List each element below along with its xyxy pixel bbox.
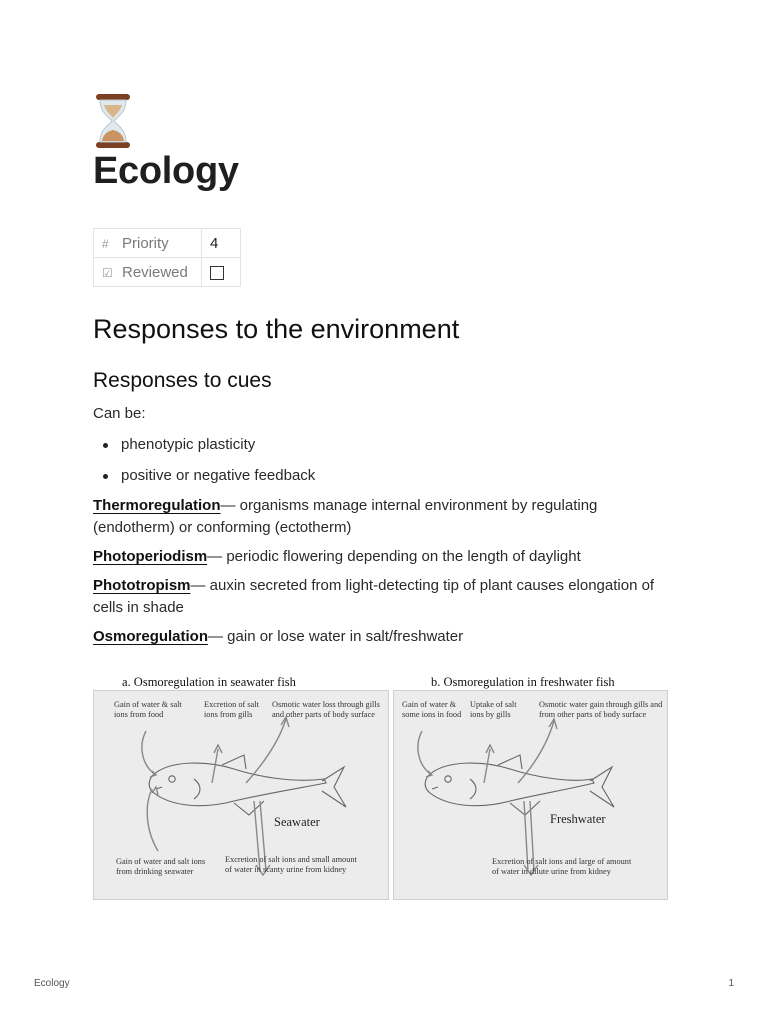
reviewed-checkbox[interactable] (210, 266, 224, 280)
annotation: Osmotic water loss through gills and other parts of body surface (272, 700, 380, 719)
annotation: Excretion of salt ions and large of amount of water in dilute urine from kidney (492, 857, 632, 876)
intro-text: Can be: (93, 405, 146, 422)
checkbox-property-icon: ☑ (102, 265, 113, 280)
definition-phototropism: Phototropism— auxin secreted from light-detecting tip of plant causes elongation of cells in shade (93, 577, 655, 616)
properties-table (93, 228, 241, 287)
page-title: Ecology (93, 150, 239, 192)
property-priority[interactable] (94, 229, 241, 258)
annotation: Excretion of salt ions from gills (204, 700, 259, 719)
term-link[interactable]: Thermoregulation (93, 497, 221, 514)
term-link[interactable]: Phototropism (93, 577, 191, 594)
property-name: Priority (122, 234, 169, 252)
number-icon: # (102, 236, 109, 251)
property-reviewed[interactable] (94, 258, 241, 287)
definition-thermoregulation: Thermoregulation— organisms manage internal environment by regulating (endotherm) or conforming (ectotherm) (93, 497, 598, 536)
seawater-panel (93, 690, 389, 900)
definition-photoperiodism: Photoperiodism— periodic flowering depending on the length of daylight (93, 548, 581, 565)
list-item: positive or negative feedback (93, 465, 315, 496)
annotation: Gain of water and salt ions from drinking seawater (116, 857, 206, 876)
annotation: Uptake of salt ions by gills (470, 700, 517, 719)
seawater-panel-label: a. Osmoregulation in seawater fish (122, 675, 296, 689)
term-link[interactable]: Photoperiodism (93, 548, 208, 565)
term-link[interactable]: Osmoregulation (93, 628, 209, 645)
annotation: Gain of water & some ions in food (402, 700, 462, 719)
definition-osmoregulation: Osmoregulation— gain or lose water in salt/freshwater (93, 628, 464, 645)
page-number: 1 (728, 978, 734, 989)
footer-title: Ecology (34, 978, 70, 989)
property-name: Reviewed (122, 263, 188, 281)
osmoregulation-figure (93, 672, 668, 900)
annotation: Osmotic water gain through gills and from other parts of body surface (539, 700, 663, 719)
water-label: Seawater (274, 815, 320, 829)
heading-responses-environment: Responses to the environment (93, 314, 460, 344)
list-item: phenotypic plasticity (93, 434, 315, 465)
freshwater-panel (393, 690, 668, 900)
bullet-list (93, 434, 315, 496)
freshwater-panel-label: b. Osmoregulation in freshwater fish (431, 675, 615, 689)
annotation: Excretion of salt ions and small amount of water in scanty urine from kidney (225, 855, 357, 874)
hourglass-icon (93, 93, 133, 149)
priority-value[interactable]: 4 (202, 229, 241, 258)
water-label: Freshwater (550, 812, 606, 826)
annotation: Gain of water & salt ions from food (114, 700, 182, 719)
heading-responses-cues: Responses to cues (93, 369, 272, 392)
